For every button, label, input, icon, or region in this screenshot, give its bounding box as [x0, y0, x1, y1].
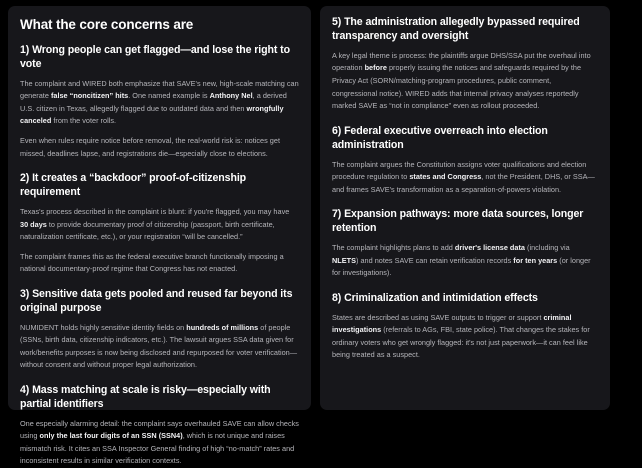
- left-sections: [20, 44, 299, 468]
- document-section: [20, 288, 299, 372]
- section-paragraph: The complaint highlights plans to add driver's license data (including via NLETS) and notes SAVE can retain verification records for ten years (or longer for investigations).: [332, 243, 591, 278]
- section-heading: 7) Expansion pathways: more data sources, longer retention: [332, 208, 584, 235]
- section-paragraph: One especially alarming detail: the complaint says overhauled SAVE can allow checks using only the last four digits of an SSN (SSN4), which is not unique and raises mismatch risk. It cites an SSA Inspector General finding of high “no-match” rates and inconsistent results in similar verification contexts.: [20, 418, 299, 466]
- section-paragraph: The complaint and WIRED both emphasize that SAVE's new, high-scale matching can generate false “noncitizen” hits. One named example is Anthony Nel, a derived U.S. citizen in Texas, allegedly flagged due to outdated data and then wrongfully canceled from the voter rolls.: [20, 78, 299, 126]
- right-sections: [332, 16, 598, 362]
- document-section: [332, 125, 598, 197]
- document-section: [20, 172, 299, 276]
- section-paragraph: The complaint argues the Constitution assigns voter qualifications and election procedure regulation to states and Congress, not the President, DHS, or SSA—and frames SAVE's transformation as a separation-of-powers violation.: [332, 159, 595, 194]
- section-heading: 3) Sensitive data gets pooled and reused far beyond its original purpose: [20, 287, 293, 314]
- section-heading: 4) Mass matching at scale is risky—especially with partial identifiers: [20, 383, 271, 410]
- section-paragraph: States are described as using SAVE outputs to trigger or support criminal investigations (referrals to AGs, FBI, state police). That changes the stakes for ordinary voters who get wrongly flagged: it's not just paperwork—it can feel like being treated as a suspect.: [332, 312, 590, 360]
- section-heading: 6) Federal executive overreach into election administration: [332, 124, 548, 151]
- document-section: [20, 44, 299, 160]
- right-column-card: [320, 6, 610, 410]
- section-paragraph: Even when rules require notice before removal, the real-world risk is: notices get missed, deadlines lapse, and registrations die—especially close to elections.: [20, 136, 280, 158]
- document-section: [332, 16, 598, 113]
- section-paragraph: The complaint frames this as the federal executive branch functionally imposing a national documentary-proof regime that Congress has not enacted.: [20, 251, 284, 274]
- section-paragraph: NUMIDENT holds highly sensitive identity fields on hundreds of millions of people (SSNs, birth data, citizenship indicators, etc.). The lawsuit argues SSA data given for work/benefits purposes is now being disclosed and repurposed for voter verification—without consent and without proper legal authorization.: [20, 322, 298, 370]
- document-section: [332, 292, 598, 362]
- section-paragraph: Texas's process described in the complaint is blunt: if you're flagged, you may have 30 days to provide documentary proof of citizenship (passport, birth certificate, naturalization certificate, etc.), or your registration “will be cancelled.”: [20, 207, 290, 242]
- section-heading: 5) The administration allegedly bypassed required transparency and oversight: [332, 16, 580, 42]
- section-paragraph: A key legal theme is process: the plaintiffs argue DHS/SSA put the overhaul into operation before properly issuing the notices and safeguards required by the Privacy Act (SORN/matching-program procedures, public comment, congressional notice). WIRED adds that internal privacy analyses reportedly marked SAVE as “not in compliance” even as rollout proceeded.: [332, 50, 591, 111]
- page-title: What the core concerns are: [20, 17, 194, 32]
- document-section: [332, 208, 598, 280]
- document-section: [20, 384, 299, 468]
- section-heading: 2) It creates a “backdoor” proof-of-citizenship requirement: [20, 172, 247, 199]
- left-column-card: [8, 6, 311, 466]
- section-heading: 8) Criminalization and intimidation effects: [332, 291, 538, 304]
- section-heading: 1) Wrong people can get flagged—and lose the right to vote: [20, 43, 290, 70]
